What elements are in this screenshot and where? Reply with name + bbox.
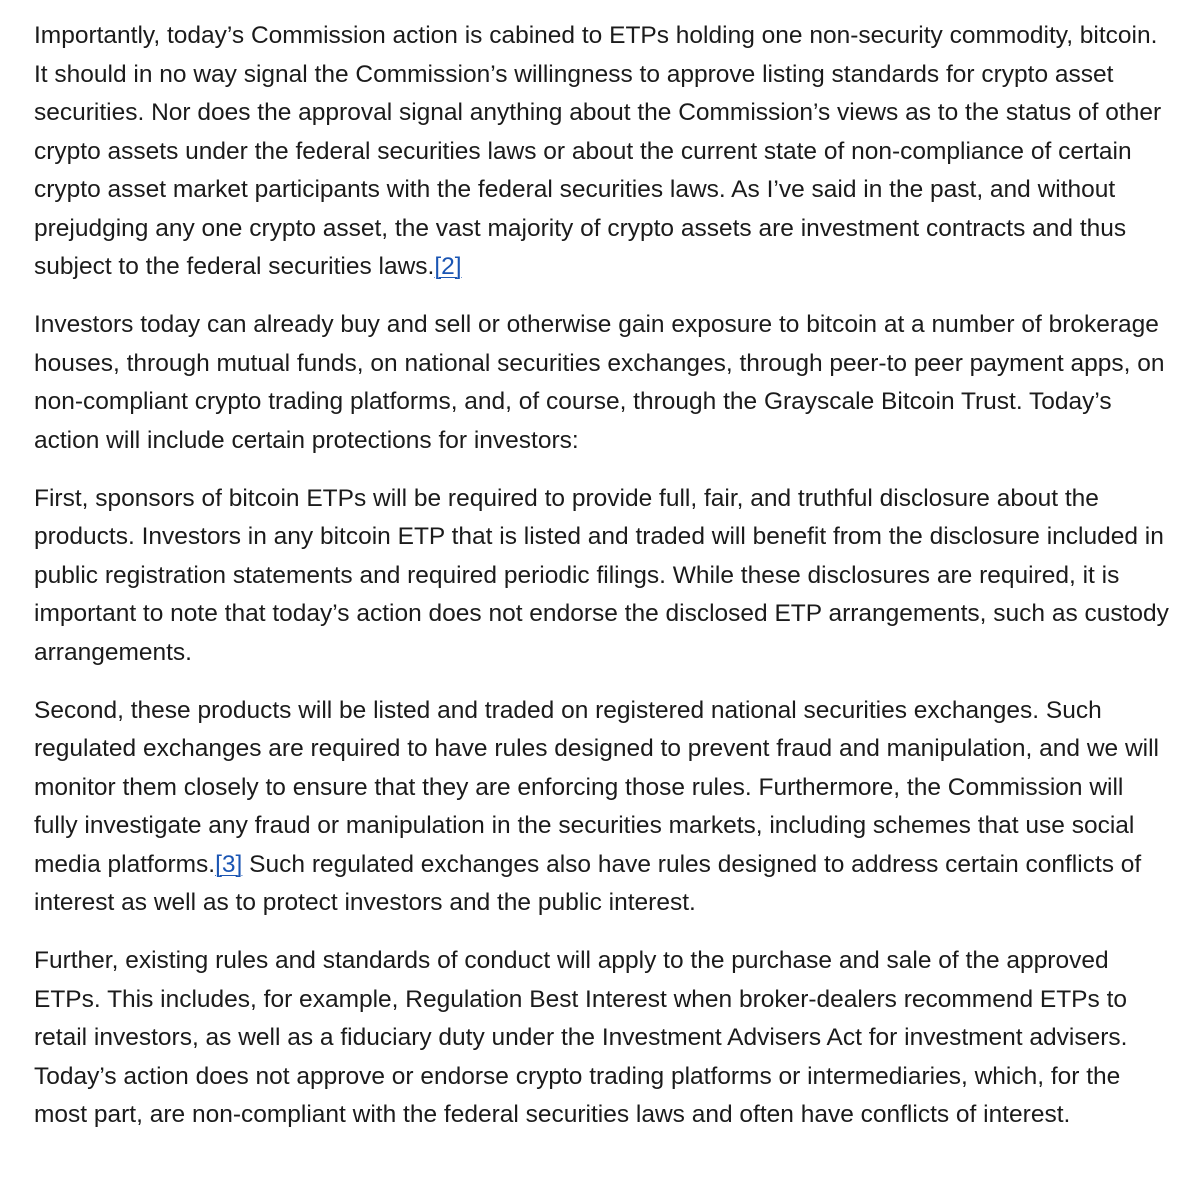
footnote-link-3[interactable]: [3] <box>215 850 243 878</box>
paragraph-disclosure <box>34 480 1170 673</box>
paragraph-investor-exposure-text: Investors today can already buy and sell or otherwise gain exposure to bitcoin at a number of brokerage houses, through mutual funds, on national securities exchanges, through peer-to peer payment apps, on non-compliant crypto trading platforms, and, of course, through the Grayscale Bitcoin Trust. Today’s action will include certain protections for investors: <box>34 311 1165 454</box>
paragraph-disclosure-text: First, sponsors of bitcoin ETPs will be required to provide full, fair, and truthful disclosure about the products. Investors in any bitcoin ETP that is listed and traded will benefit from the disclosure included in public registration statements and required periodic filings. While these disclosures are required, it is important to note that today’s action does not endorse the disclosed ETP arrangements, such as custody arrangements. <box>34 484 1169 666</box>
footnote-link-2[interactable]: [2] <box>434 253 462 280</box>
paragraph-scope <box>34 17 1170 287</box>
paragraph-scope-text: Importantly, today’s Commission action is cabined to ETPs holding one non-security commodity, bitcoin. It should in no way signal the Commission’s willingness to approve listing standards for crypto asset securities. Nor does the approval signal anything about the Commission’s views as to the status of other crypto assets under the federal securities laws or about the current state of non-compliance of certain crypto asset market participants with the federal securities laws. As I’ve said in the past, and without prejudging any one crypto asset, the vast majority of crypto assets are investment contracts and thus subject to the federal securities laws. <box>34 22 1162 280</box>
paragraph-standards-of-conduct-text: Further, existing rules and standards of conduct will apply to the purchase and sale of the approved ETPs. This includes, for example, Regulation Best Interest when broker-dealers recommend ETPs to retail investors, as well as a fiduciary duty under the Investment Advisers Act for investment advisers. Today’s action does not approve or endorse crypto trading platforms or intermediaries, which, for the most part, are non-compliant with the federal securities laws and often have conflicts of interest. <box>34 947 1128 1128</box>
paragraph-exchanges-text-before: Second, these products will be listed and traded on registered national securities exchanges. Such regulated exchanges are required to have rules designed to prevent fraud and manipulation, and we will monitor them closely to ensure that they are enforcing those rules. Furthermore, the Commission will fully investigate any fraud or manipulation in the securities markets, including schemes that use social media platforms. <box>34 696 1160 878</box>
paragraph-standards-of-conduct <box>34 942 1170 1135</box>
paragraph-exchanges-text-after: Such regulated exchanges also have rules designed to address certain conflicts of interest as well as to protect investors and the public interest. <box>34 850 1142 916</box>
paragraph-investor-exposure <box>34 306 1170 460</box>
paragraph-exchanges <box>34 692 1170 923</box>
